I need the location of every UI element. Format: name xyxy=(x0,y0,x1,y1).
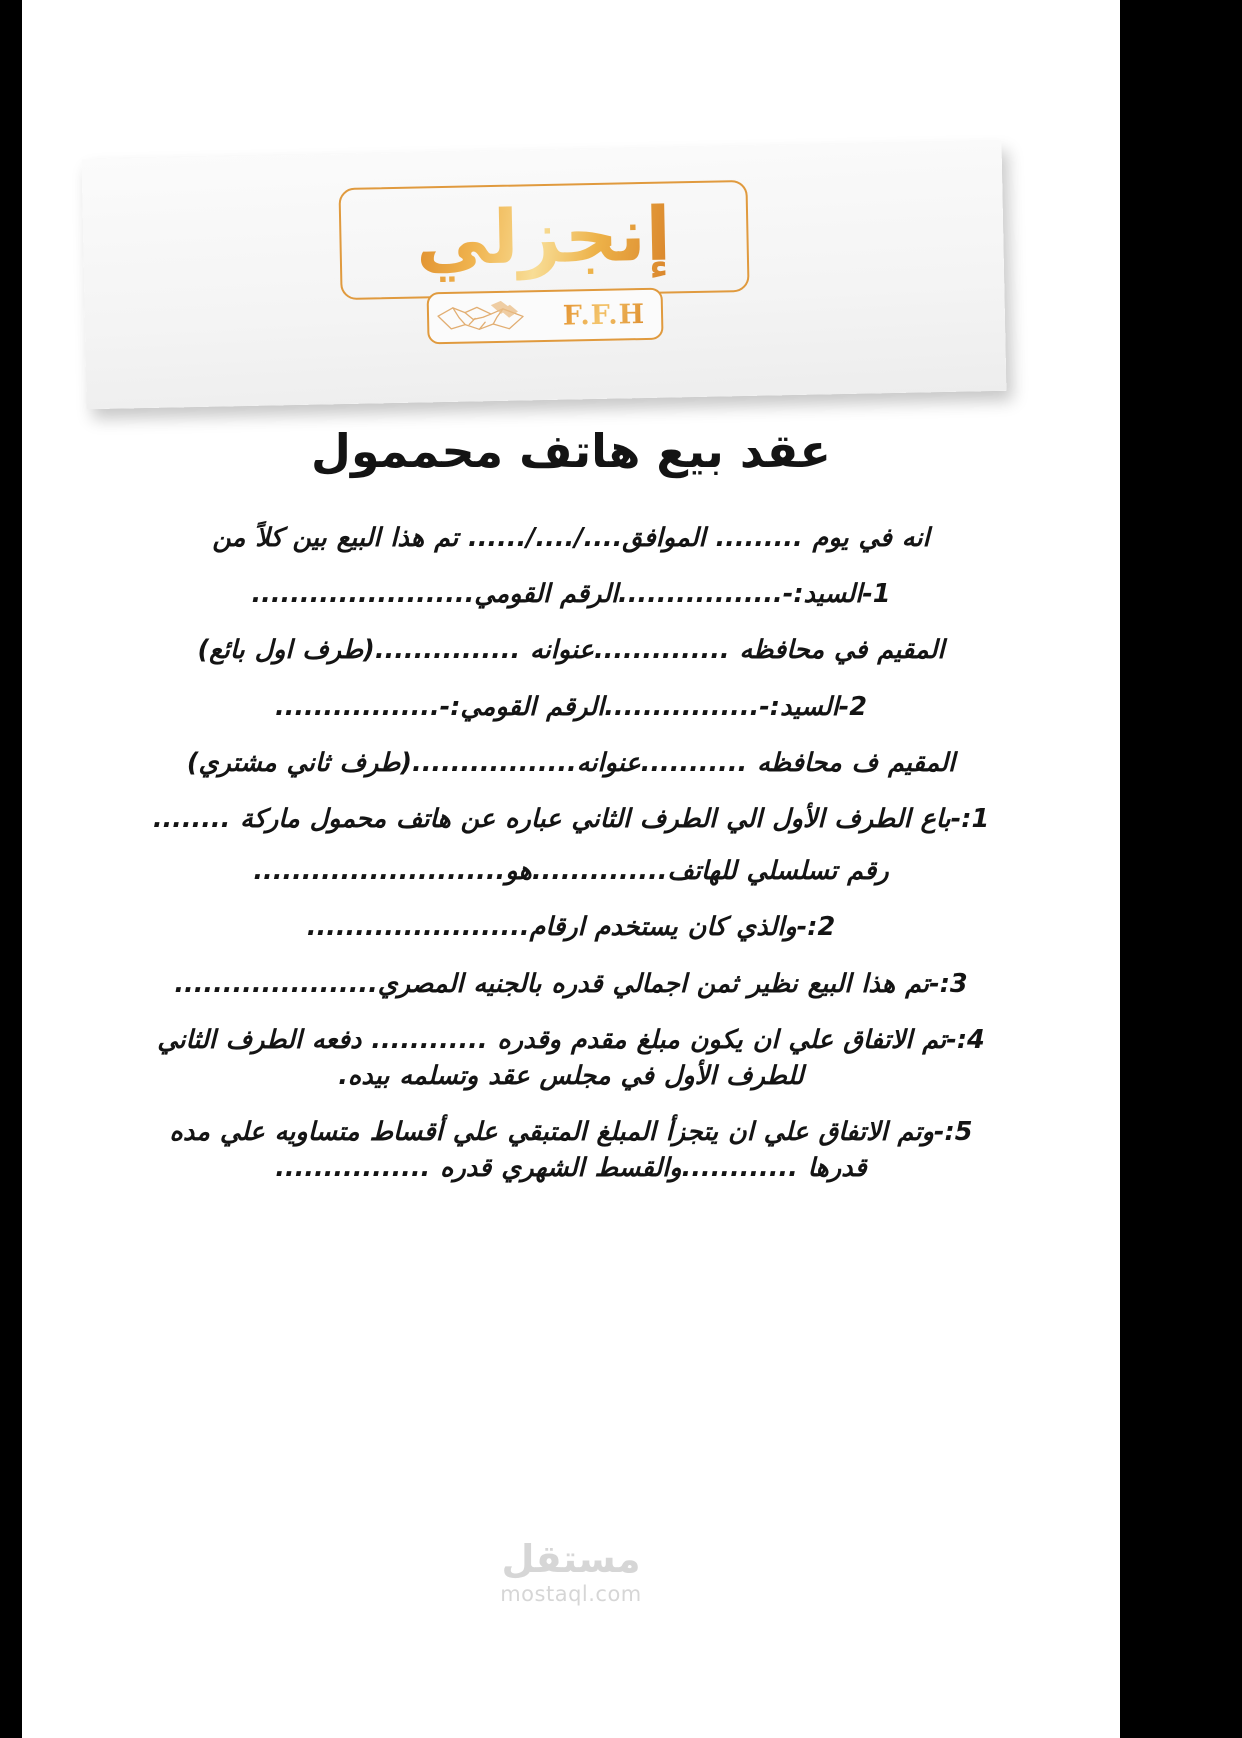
contract-clause-1: 1:-باع الطرف الأول الي الطرف الثاني عباره عن هاتف محمول ماركة ........ xyxy=(152,804,990,835)
contract-clause-3: 3:-تم هذا البيع نظير ثمن اجمالي قدره بالجنيه المصري..................... xyxy=(174,968,968,999)
brand-sub-label: F.F.H xyxy=(562,298,646,332)
contract-body xyxy=(140,520,1002,1207)
watermark xyxy=(22,1537,1120,1606)
handshake-icon xyxy=(435,294,528,340)
brand-wordmark: إنجزلي xyxy=(415,191,672,283)
contract-clause-2: 2:-والذي كان يستخدم ارقام....................... xyxy=(306,912,836,943)
contract-clause-1-serial: رقم تسلسلي للهاتف..............هو.......................... xyxy=(253,856,889,887)
page-title: عقد بيع هاتف محممول xyxy=(311,424,831,478)
contract-line-seller-id: 1-السيد:-.................الرقم القومي....................... xyxy=(251,579,891,610)
contract-line-seller-addr: المقيم في محافظه ..............عنوانه ...............(طرف اول بائع) xyxy=(197,635,945,666)
contract-line-intro: انه في يوم ......... الموافق..../..../...... تم هذا البيع بين كلاً من xyxy=(212,523,930,553)
brand-subtitle-box xyxy=(427,288,664,345)
contract-clause-5: 5:-وتم الاتفاق علي ان يتجزأ المبلغ المتبقي علي أقساط متساويه علي مده قدرها ............والقسط الشهري قدره ................ xyxy=(169,1117,973,1184)
logo-content xyxy=(83,175,1006,351)
logo-card xyxy=(84,150,1004,400)
contract-line-buyer-addr: المقيم ف محافظه ...........عنوانه.................(طرف ثاني مشتري) xyxy=(186,747,956,778)
contract-clause-4: 4:-تم الاتفاق علي ان يكون مبلغ مقدم وقدره ............ دفعه الطرف الثاني للطرف الأول في مجلس عقد وتسلمه بيده. xyxy=(157,1024,985,1092)
contract-line-buyer-id: 2-السيد:-................الرقم القومي:-................. xyxy=(274,691,868,722)
watermark-brand: مستقل xyxy=(501,1537,641,1582)
document-page xyxy=(22,0,1120,1738)
watermark-url: mostaql.com xyxy=(500,1582,642,1606)
brand-outline-box xyxy=(338,180,749,300)
